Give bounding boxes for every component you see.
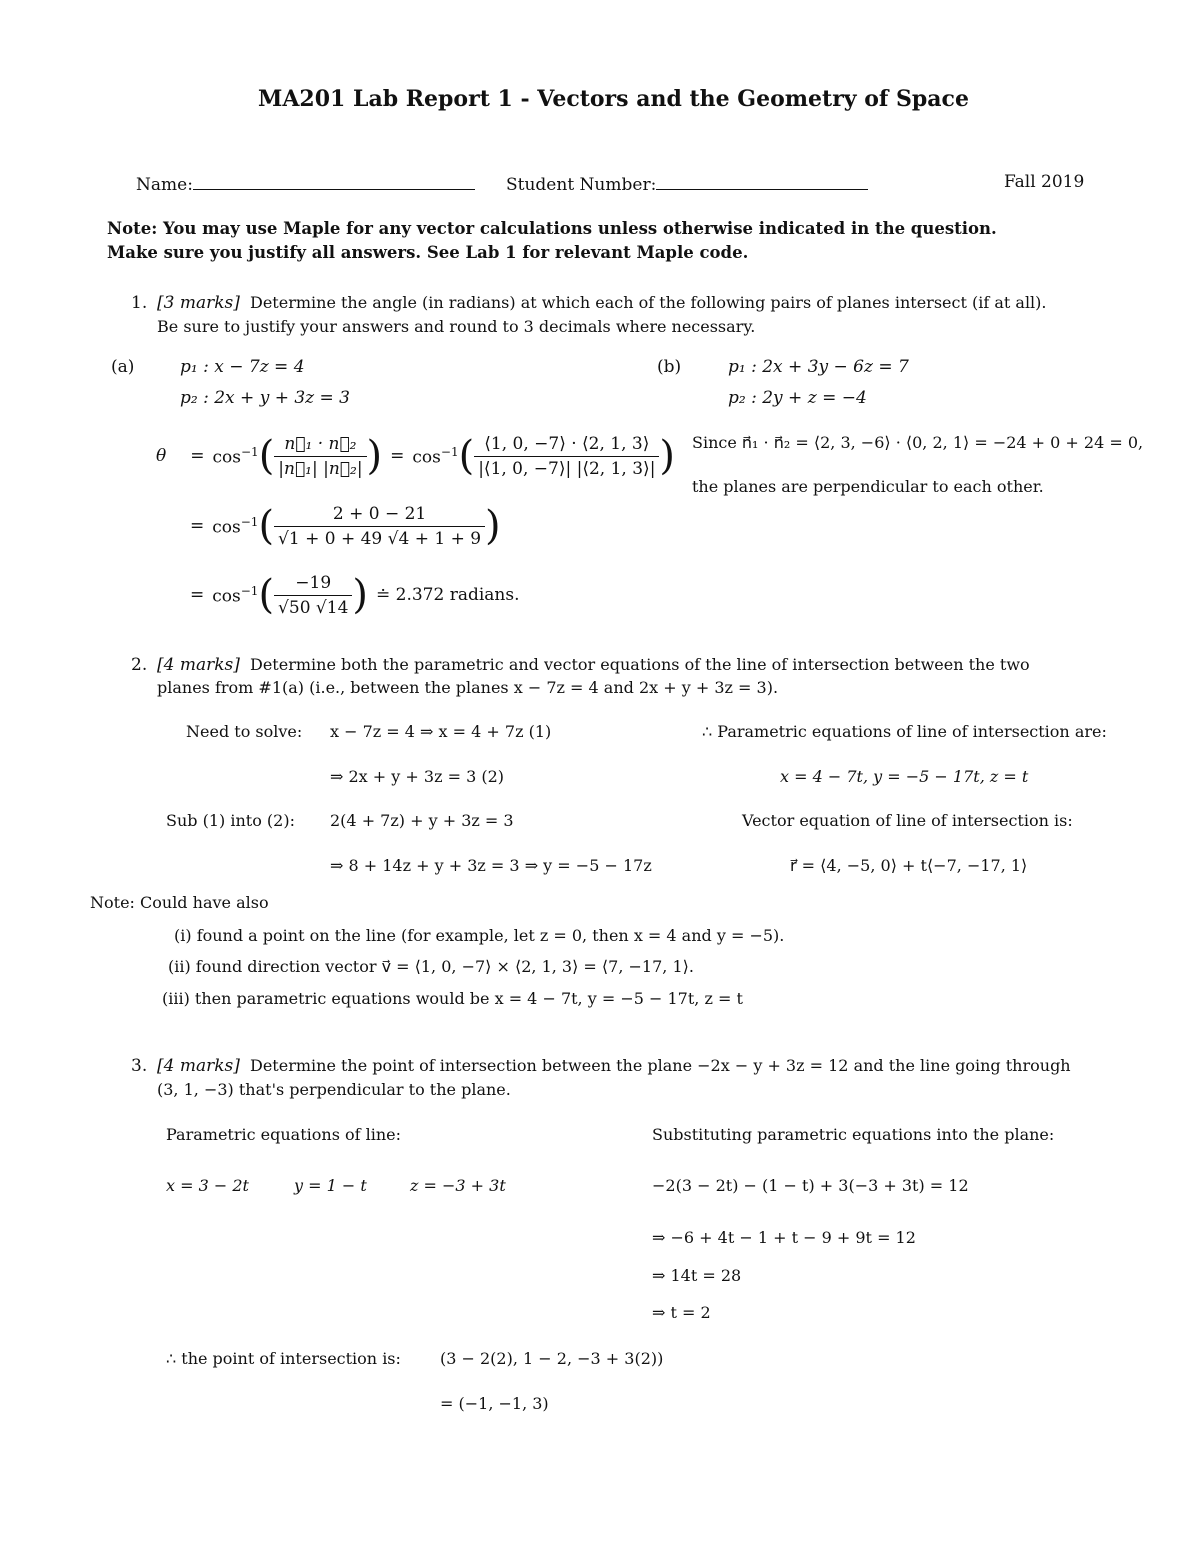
- student-number-label: Student Number:: [506, 175, 657, 195]
- q2-need-eq-2: ⇒ 2x + y + 3z = 3 (2): [330, 767, 505, 786]
- q3-prompt-line-1: Determine the point of intersection between the plane −2x − y + 3z = 12 and the line going through: [250, 1056, 1071, 1075]
- q3-sub-eq-3: ⇒ 14t = 28: [652, 1266, 742, 1285]
- q3-y-eq: y = 1 − t: [294, 1176, 367, 1195]
- q2-alt-iii: (iii) then parametric equations would be x = 4 − 7t, y = −5 − 17t, z = t: [162, 989, 743, 1008]
- fraction-3: $\frac{2 + 0 - 21}{√1 + 0 + 49 √4 + 1 + 9}$: [274, 504, 485, 549]
- q2-need-eq-1: x − 7z = 4 ⇒ x = 4 + 7z (1): [330, 722, 552, 741]
- q2-vector-eq: r⃗ = ⟨4, −5, 0⟩ + t⟨−7, −17, 1⟩: [790, 856, 1028, 875]
- equals-sign: =: [190, 516, 205, 536]
- q3-param-label: Parametric equations of line:: [166, 1125, 402, 1144]
- fraction-2: $\frac{⟨1, 0, -7⟩ \cdot ⟨2, 1, 3⟩}{|⟨1, 0, -7⟩| |⟨2, 1, 3⟩|}$: [474, 434, 659, 479]
- left-paren: (: [258, 572, 275, 618]
- q2-param-eq: x = 4 − 7t, y = −5 − 17t, z = t: [780, 767, 1029, 786]
- q1a-step-2: [190, 496, 501, 556]
- name-label: Name:: [136, 175, 193, 195]
- q1a-step-1: [156, 426, 675, 486]
- name-row: [136, 172, 475, 195]
- q1-prompt-line-1: Determine the angle (in radians) at which each of the following pairs of planes intersect (if at all).: [250, 293, 1047, 312]
- left-paren: (: [258, 433, 275, 479]
- q2-param-label: ∴ Parametric equations of line of intersection are:: [702, 722, 1107, 741]
- equals-sign: =: [390, 446, 405, 466]
- right-paren: ): [352, 572, 368, 618]
- right-paren: ): [659, 433, 676, 479]
- q3-marks: [4 marks]: [157, 1056, 240, 1076]
- q3-prompt-line-2: (3, 1, −3) that's perpendicular to the plane.: [157, 1080, 511, 1099]
- q1b-conclusion: the planes are perpendicular to each other.: [692, 477, 1044, 496]
- q1b-plane-1: p₁ : 2x + 3y − 6z = 7: [728, 357, 909, 377]
- student-number-blank[interactable]: [656, 172, 868, 190]
- theta-symbol: θ: [156, 446, 167, 466]
- equals-sign: =: [190, 446, 205, 466]
- q2-marks: [4 marks]: [157, 655, 240, 675]
- q2-vector-label: Vector equation of line of intersection is:: [742, 811, 1073, 830]
- right-paren: ): [366, 433, 383, 479]
- q1a-plane-2: p₂ : 2x + y + 3z = 3: [180, 388, 350, 408]
- q3-point-label: ∴ the point of intersection is:: [166, 1349, 401, 1368]
- note-line-1: Note: You may use Maple for any vector calculations unless otherwise indicated in the question.: [107, 219, 997, 238]
- q3-z-eq: z = −3 + 3t: [410, 1176, 506, 1195]
- q2-alt-i: (i) found a point on the line (for example, let z = 0, then x = 4 and y = −5).: [174, 926, 785, 945]
- term-label: Fall 2019: [1004, 172, 1085, 192]
- q2-sub-label: Sub (1) into (2):: [166, 811, 295, 830]
- q3-x-eq: x = 3 − 2t: [166, 1176, 249, 1195]
- q3-sub-eq-2: ⇒ −6 + 4t − 1 + t − 9 + 9t = 12: [652, 1228, 916, 1247]
- q3-sub-eq-1: −2(3 − 2t) − (1 − t) + 3(−3 + 3t) = 12: [652, 1176, 969, 1195]
- right-paren: ): [485, 503, 501, 549]
- cos-inverse: $\cos^{-1}$: [412, 444, 459, 468]
- note-line-2: Make sure you justify all answers. See Lab 1 for relevant Maple code.: [107, 243, 749, 262]
- name-blank[interactable]: [193, 172, 475, 190]
- cos-inverse: $\cos^{-1}$: [212, 444, 259, 468]
- q2-prompt-line-1: Determine both the parametric and vector equations of the line of intersection between the two: [250, 655, 1030, 674]
- q3-sub-eq-4: ⇒ t = 2: [652, 1303, 711, 1322]
- q3-sub-label: Substituting parametric equations into the plane:: [652, 1125, 1055, 1144]
- q3-point-eq-2: = (−1, −1, 3): [440, 1394, 549, 1413]
- q2-alt-ii: (ii) found direction vector v⃗ = ⟨1, 0, −7⟩ × ⟨2, 1, 3⟩ = ⟨7, −17, 1⟩.: [168, 957, 694, 976]
- q3-number: 3.: [131, 1056, 148, 1076]
- cos-inverse: $\cos^{-1}$: [212, 514, 259, 538]
- q1a-plane-1: p₁ : x − 7z = 4: [180, 357, 305, 377]
- left-paren: (: [258, 503, 275, 549]
- q1-number: 1.: [131, 293, 148, 313]
- equals-sign: =: [190, 585, 205, 605]
- q1a-step-3: [190, 565, 520, 625]
- q1-prompt-line-2: Be sure to justify your answers and round to 3 decimals where necessary.: [157, 317, 756, 336]
- q2-sub-eq-1: 2(4 + 7z) + y + 3z = 3: [330, 811, 514, 830]
- q1b-plane-2: p₂ : 2y + z = −4: [728, 388, 867, 408]
- fraction-1: $\frac{\text{n⃗₁ · n⃗₂}}{\text{|n⃗₁| |n⃗₂|}}$: [274, 434, 366, 479]
- q1-marks: [3 marks]: [157, 293, 240, 313]
- q1a-label: (a): [111, 357, 135, 377]
- left-paren: (: [458, 433, 475, 479]
- q1b-label: (b): [657, 357, 682, 377]
- q1a-result: ≐ 2.372 radians.: [376, 585, 520, 605]
- q2-alt-note: Note: Could have also: [90, 893, 269, 912]
- page-title: MA201 Lab Report 1 - Vectors and the Geometry of Space: [258, 86, 969, 112]
- q2-number: 2.: [131, 655, 148, 675]
- q2-need-label: Need to solve:: [186, 722, 303, 741]
- q2-prompt-line-2: planes from #1(a) (i.e., between the planes x − 7z = 4 and 2x + y + 3z = 3).: [157, 678, 779, 697]
- fraction-4: $\frac{-19}{√50 √14}$: [274, 573, 352, 618]
- cos-inverse: $\cos^{-1}$: [212, 583, 259, 607]
- q1b-since: Since n⃗₁ · n⃗₂ = ⟨2, 3, −6⟩ · ⟨0, 2, 1⟩ = −24 + 0 + 24 = 0,: [692, 433, 1144, 452]
- student-number-row: [506, 172, 868, 195]
- q2-sub-eq-2: ⇒ 8 + 14z + y + 3z = 3 ⇒ y = −5 − 17z: [330, 856, 652, 875]
- q3-point-eq-1: (3 − 2(2), 1 − 2, −3 + 3(2)): [440, 1349, 664, 1368]
